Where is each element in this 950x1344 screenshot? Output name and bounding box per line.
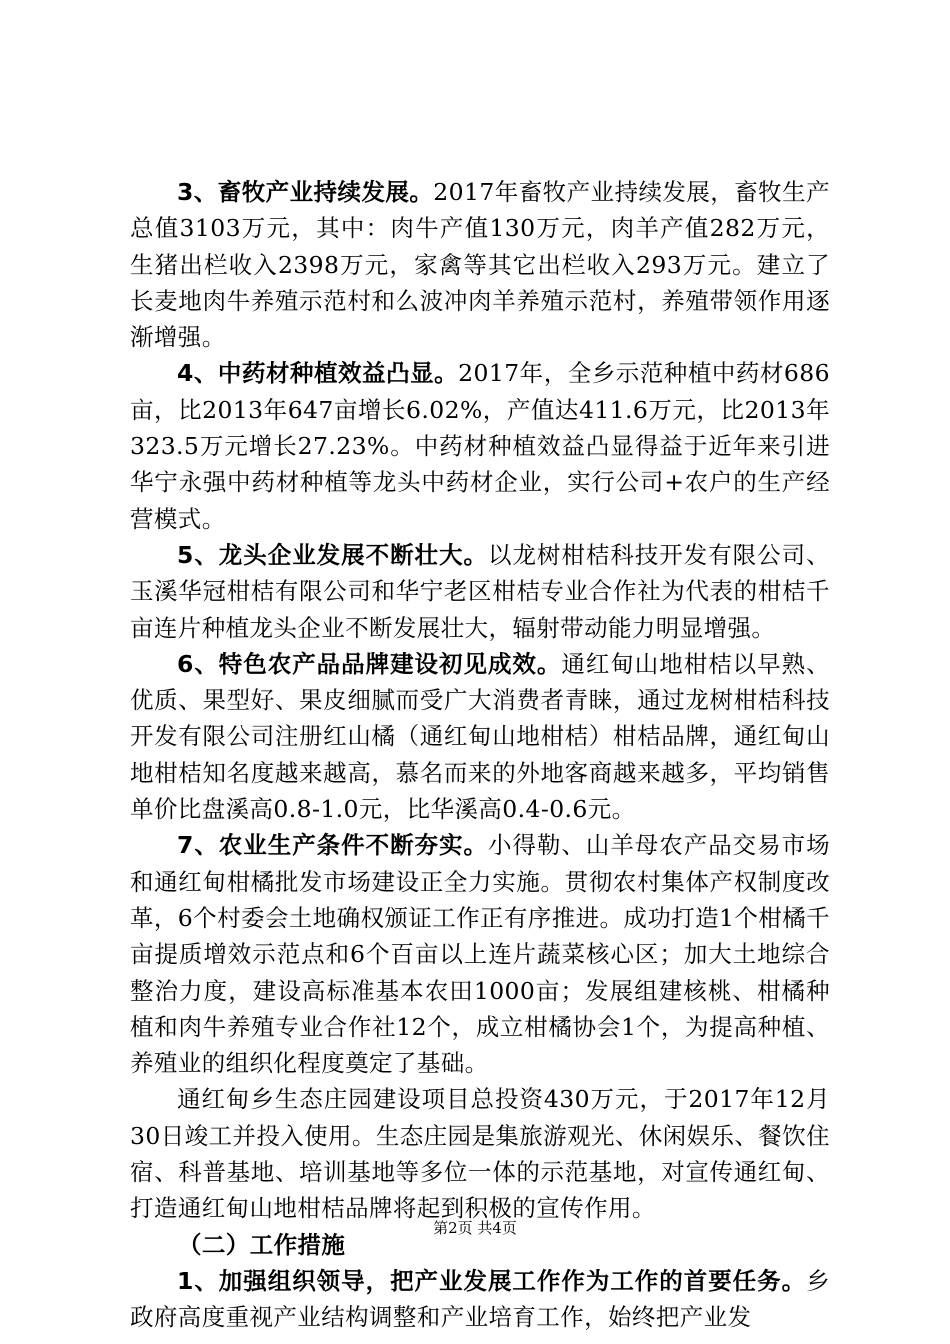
document-body	[130, 174, 830, 1336]
paragraph-text: 小得勒、山羊母农产品交易市场和通红甸柑橘批发市场建设正全力实施。贯彻农村集体产权制度改革，6个村委会土地确权颁证工作正有序推进。成功打造1个柑橘千亩提质增效示范点和6个百亩以上连片蔬菜核心区；加大土地综合整治力度，建设高标准基本农田1000亩；发展组建核桃、柑橘种植和肉牛养殖专业合作社12个，成立柑橘协会1个，为提高种植、养殖业的组织化程度奠定了基础。	[130, 831, 830, 1078]
paragraph-organization-leadership	[130, 1263, 830, 1336]
paragraph-production-conditions	[130, 827, 830, 1081]
paragraph-text: 通红甸乡生态庄园建设项目总投资430万元，于2017年12月30日竣工并投入使用。生态庄园是集旅游观光、休闲娱乐、餐饮住宿、科普基地、培训基地等多位一体的示范基地，对宣传通红甸、打造通红甸山地柑桔品牌将起到积极的宣传作用。	[130, 1085, 830, 1223]
paragraph-livestock	[130, 174, 830, 355]
paragraph-heading: 7、农业生产条件不断夯实。	[177, 831, 488, 860]
paragraph-medicinal-herbs	[130, 355, 830, 536]
section-heading-work-measures: （二）工作措施	[178, 1230, 346, 1259]
paragraph-eco-manor	[130, 1081, 830, 1226]
page-number-footer: 第2页 共4页	[433, 1219, 517, 1237]
paragraph-text: 以龙树柑桔科技开发有限公司、玉溪华冠柑桔有限公司和华宁老区柑桔专业合作社为代表的柑桔千亩连片种植龙头企业不断发展壮大，辐射带动能力明显增强。	[130, 540, 830, 642]
paragraph-text: 2017年，全乡示范种植中药材686亩，比2013年647亩增长6.02%，产值达411.6万元，比2013年323.5万元增长27.23%。中药材种植效益凸显得益于近年来引进华宁永强中药材种植等龙头中药材企业，实行公司+农户的生产经营模式。	[130, 359, 830, 533]
paragraph-leading-enterprises	[130, 537, 830, 646]
paragraph-text: 2017年畜牧产业持续发展，畜牧生产总值3103万元，其中：肉牛产值130万元，肉羊产值282万元，生猪出栏收入2398万元，家禽等其它出栏收入293万元。建立了长麦地肉牛养殖示范村和么波冲肉羊养殖示范村，养殖带领作用逐渐增强。	[130, 178, 830, 352]
paragraph-text: 通红甸山地柑桔以早熟、优质、果型好、果皮细腻而受广大消费者青睐，通过龙树柑桔科技开发有限公司注册红山橘（通红甸山地柑桔）柑桔品牌，通红甸山地柑桔知名度越来越高，慕名而来的外地客商越来越多，平均销售单价比盘溪高0.8-1.0元，比华溪高0.4-0.6元。	[130, 649, 830, 824]
paragraph-brand-building	[130, 646, 830, 827]
paragraph-heading: 6、特色农产品品牌建设初见成效。	[177, 649, 562, 678]
paragraph-heading: 4、中药材种植效益凸显。	[177, 359, 459, 388]
paragraph-heading: 5、龙头企业发展不断壮大。	[177, 540, 488, 569]
paragraph-heading: 1、加强组织领导，把产业发展工作作为工作的首要任务。	[177, 1266, 807, 1295]
paragraph-heading: 3、畜牧产业持续发展。	[177, 178, 434, 206]
paragraph-text: 乡政府高度重视产业结构调整和产业培育工作，始终把产业发	[130, 1266, 830, 1332]
